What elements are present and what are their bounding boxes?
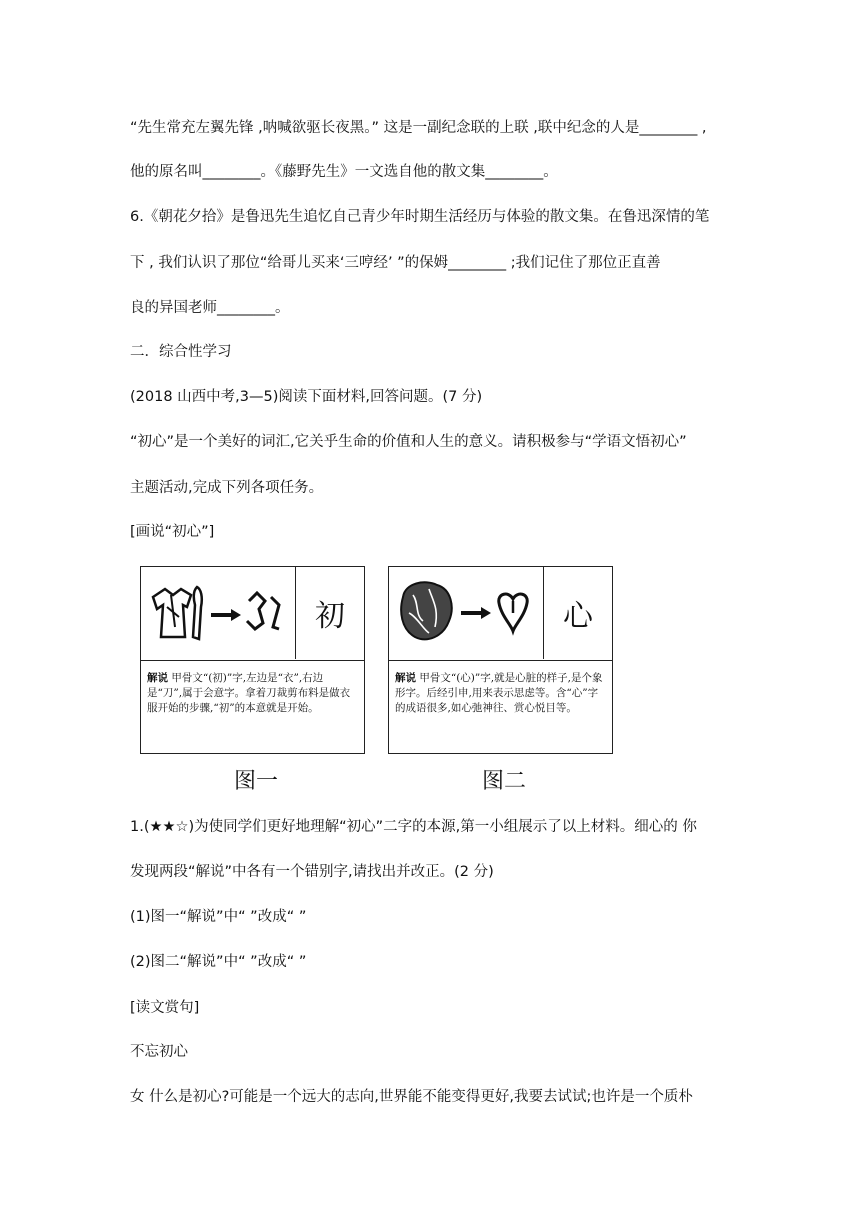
figure-two-explanation (395, 671, 605, 716)
explanation-label: 解说 (395, 672, 416, 684)
explanation-label: 解说 (147, 672, 168, 684)
subsection-heading: [读文赏句] (130, 1000, 200, 1016)
text-line: 下 , 我们认识了那位“给哥儿买来‘三哼经’ ”的保姆________ ;我们记住了那位正直善 (130, 255, 661, 271)
oracle-bone-chu-drawing (141, 567, 296, 659)
text-line: “初心”是一个美好的词汇,它关乎生命的价值和人生的意义。请积极参与“学语文悟初心” (130, 434, 687, 450)
character-chu: 初 (315, 599, 345, 634)
text-line: 主题活动,完成下列各项任务。 (130, 480, 324, 496)
explanation-text: 甲骨文“(心)”字,就是心脏的样子,是个象形字。后经引申,用来表示思虑等。含“心”字的成语很多,如心弛神往、赏心悦目等。 (395, 672, 603, 714)
text-line: “先生常充左翼先锋 ,呐喊欲驱长夜黑。” 这是一副纪念联的上联 ,联中纪念的人是________ , (130, 120, 707, 136)
oracle-bone-xin-drawing (389, 567, 544, 659)
figure-one-caption: 图一 (234, 769, 279, 794)
section-heading: 二．综合性学习 (130, 344, 232, 360)
article-title: 不忘初心 (130, 1044, 188, 1060)
text-line: 发现两段“解说”中各有一个错别字,请找出并改正。(2 分) (130, 864, 494, 880)
text-line: 良的异国老师________。 (130, 300, 290, 316)
text-line: 他的原名叫________。《藤野先生》一文选自他的散文集________。 (130, 164, 558, 180)
question-6-line: 6.《朝花夕拾》是鲁迅先生追忆自己青少年时期生活经历与体验的散文集。在鲁迅深情的笔 (130, 209, 710, 225)
figure-two (388, 566, 613, 754)
article-line: 女 什么是初心?可能是一个远大的志向,世界能不能变得更好,我要去试试;也许是一个质朴 (130, 1089, 693, 1105)
explanation-text: 甲骨文“(初)”字,左边是“衣”,右边是“刀”,属于会意字。拿着刀裁剪布料是做衣服开始的步骤,“初”的本意就是开始。 (147, 672, 351, 714)
figure-one-explanation (147, 671, 357, 716)
source-line: (2018 山西中考,3—5)阅读下面材料,回答问题。(7 分) (130, 389, 483, 405)
figure-one (140, 566, 365, 754)
answer-line-1: (1)图一“解说”中“ ”改成“ ” (130, 909, 307, 925)
answer-line-2: (2)图二“解说”中“ ”改成“ ” (130, 954, 307, 970)
figure-two-caption: 图二 (482, 769, 527, 794)
question-1-line: 1.(★★☆)为使同学们更好地理解“初心”二字的本源,第一小组展示了以上材料。细心的 你 (130, 819, 697, 835)
subsection-heading: [画说“初心”] (130, 524, 215, 540)
character-xin: 心 (563, 599, 593, 634)
